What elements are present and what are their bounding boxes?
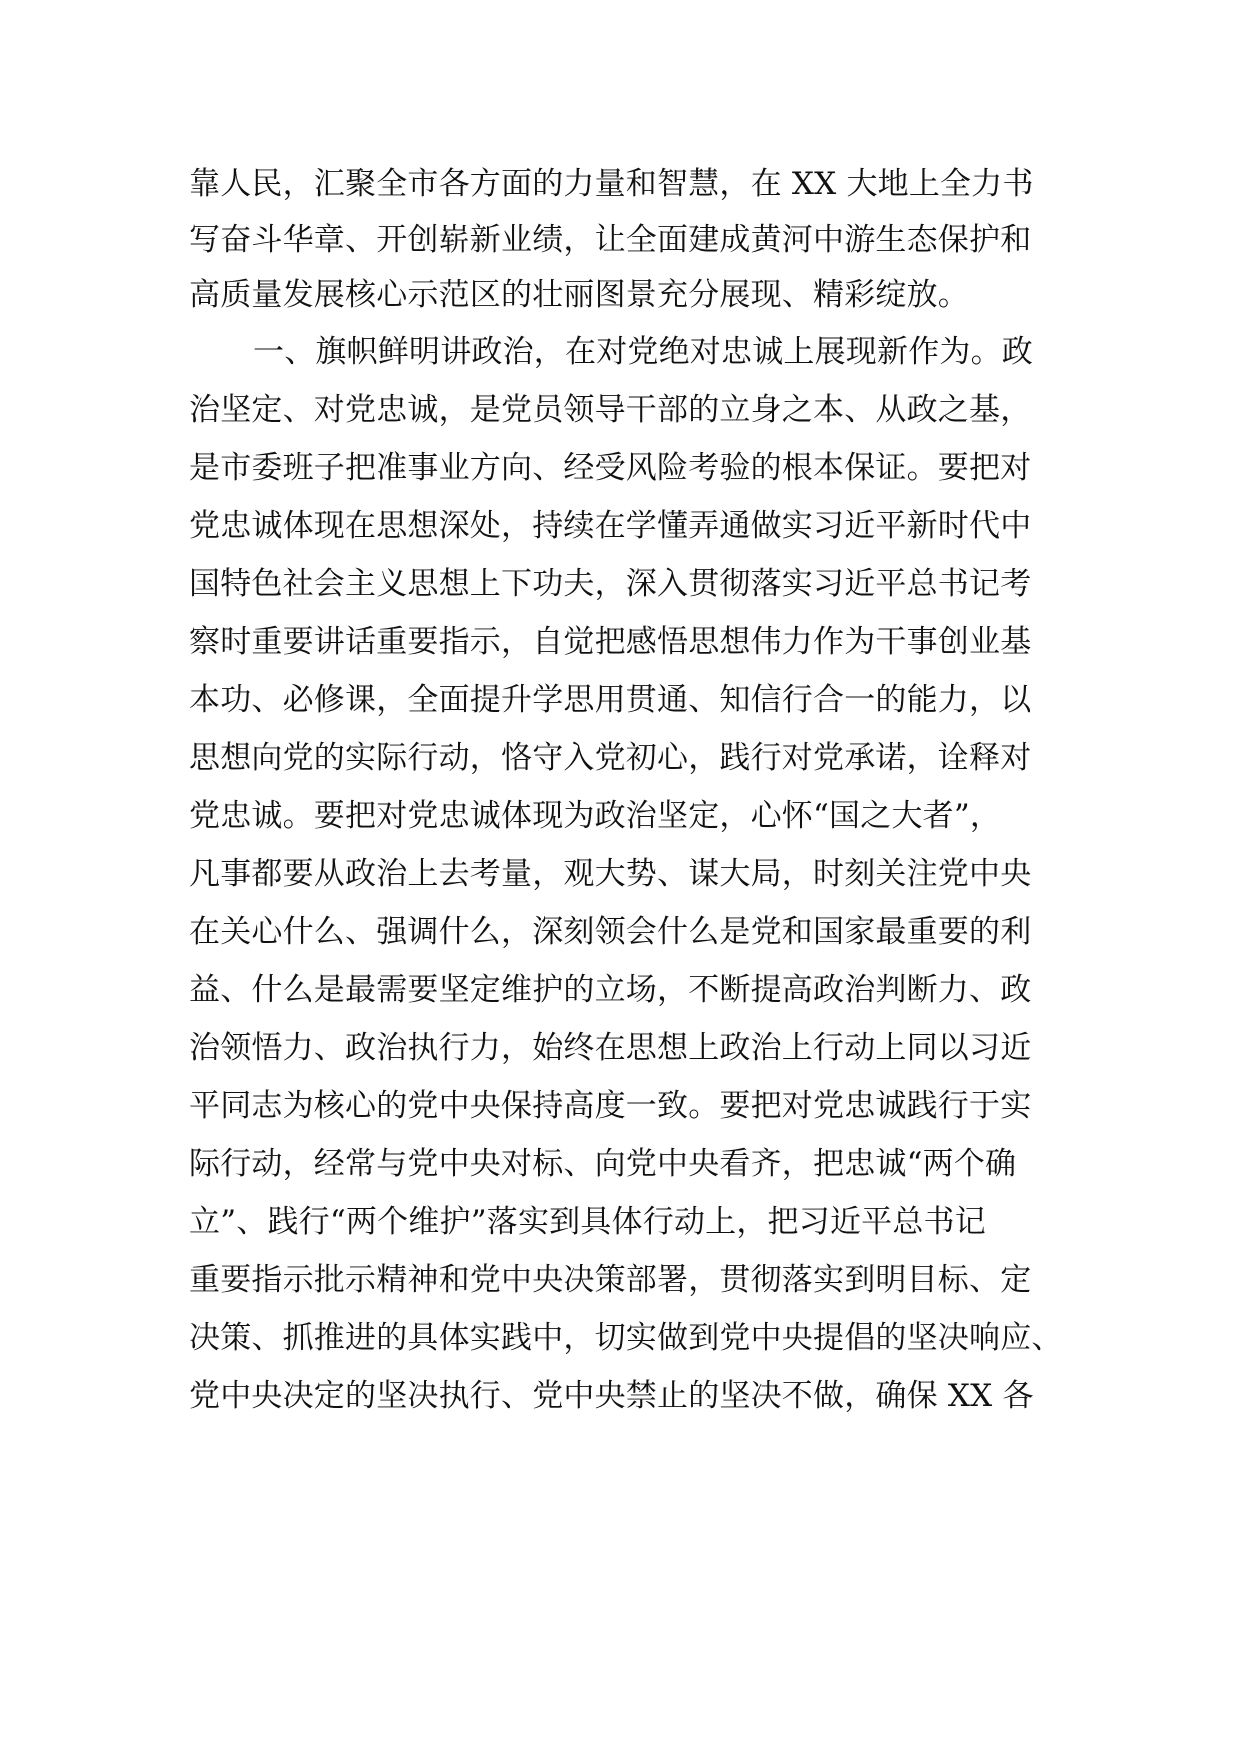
text-line: 治领悟力、政治执行力，始终在思想上政治上行动上同以习近 xyxy=(189,1030,1032,1066)
text-line: 党中央决定的坚决执行、党中央禁止的坚决不做，确保 XX 各 xyxy=(189,1378,1034,1414)
text-line: 靠人民，汇聚全市各方面的力量和智慧，在 XX 大地上全力书 xyxy=(189,166,1034,202)
text-line: 本功、必修课，全面提升学思用贯通、知信行合一的能力，以 xyxy=(189,682,1032,718)
text-line: 察时重要讲话重要指示，自觉把感悟思想伟力作为干事创业基 xyxy=(189,624,1032,660)
text-line: 际行动，经常与党中央对标、向党中央看齐，把忠诚“两个确 xyxy=(189,1146,1017,1182)
text-line: 凡事都要从政治上去考量，观大势、谋大局，时刻关注党中央 xyxy=(189,856,1032,892)
text-line: 治坚定、对党忠诚，是党员领导干部的立身之本、从政之基， xyxy=(189,392,1032,428)
text-line: 在关心什么、强调什么，深刻领会什么是党和国家最重要的利 xyxy=(189,914,1032,950)
text-line: 重要指示批示精神和党中央决策部署，贯彻落实到明目标、定 xyxy=(189,1262,1032,1298)
text-line: 思想向党的实际行动，恪守入党初心，践行对党承诺，诠释对 xyxy=(189,740,1032,776)
text-line: 立”、践行“两个维护”落实到具体行动上，把习近平总书记 xyxy=(189,1204,986,1240)
text-line: 益、什么是最需要坚定维护的立场，不断提高政治判断力、政 xyxy=(189,972,1032,1008)
text-line: 党忠诚体现在思想深处，持续在学懂弄通做实习近平新时代中 xyxy=(189,508,1032,544)
text-line: 写奋斗华章、开创崭新业绩，让全面建成黄河中游生态保护和 xyxy=(189,222,1032,258)
text-line: 国特色社会主义思想上下功夫，深入贯彻落实习近平总书记考 xyxy=(189,566,1032,602)
text-line: 是市委班子把准事业方向、经受风险考验的根本保证。要把对 xyxy=(189,450,1032,486)
text-line: 党忠诚。要把对党忠诚体现为政治坚定，心怀“国之大者”， xyxy=(189,798,1002,834)
text-line: 平同志为核心的党中央保持高度一致。要把对党忠诚践行于实 xyxy=(189,1088,1032,1124)
paragraph-start-line: 一、旗帜鲜明讲政治，在对党绝对忠诚上展现新作为。政 xyxy=(253,334,1033,370)
text-line: 高质量发展核心示范区的壮丽图景充分展现、精彩绽放。 xyxy=(189,277,969,313)
text-line: 决策、抓推进的具体实践中，切实做到党中央提倡的坚决响应、 xyxy=(189,1320,1063,1356)
